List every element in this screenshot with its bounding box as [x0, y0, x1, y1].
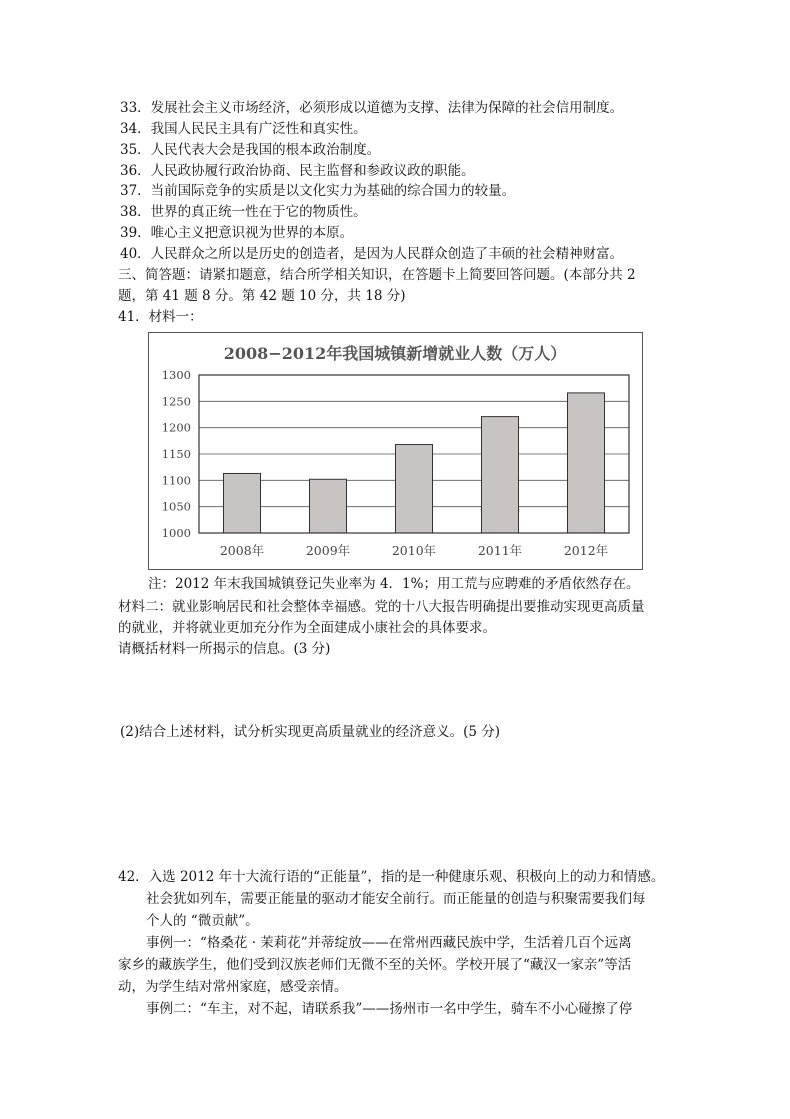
y-tick-label: 1100: [161, 473, 191, 488]
y-tick-label: 1150: [161, 447, 191, 461]
q41-note: 注：2012 年末我国城镇登记失业率为 4．1%；用工荒与应聘难的矛盾依然存在。: [148, 576, 640, 592]
bar-2009年: [310, 479, 347, 533]
section-heading-line2: 题，第 41 题 8 分。第 42 题 10 分，共 18 分): [118, 288, 406, 304]
q42-line1: 42．入选 2012 年十大流行语的“正能量”，指的是一种健康乐观、积极向上的动力和情感。: [118, 869, 665, 885]
chart-title: 2008−2012年我国城镇新增就业人数（万人）: [223, 344, 567, 363]
q42-line6: 动，为学生结对常州家庭，感受亲情。: [118, 979, 348, 995]
y-tick-label: 1250: [161, 394, 191, 409]
q41-material2-line2: 的就业，并将就业更加充分作为全面建成小康社会的具体要求。: [118, 620, 496, 636]
statement-40: 40．人民群众之所以是历史的创造者，是因为人民群众创造了丰硕的社会精神财富。: [120, 246, 624, 262]
q42-line4: 事例一：“格桑花 · 茉莉花”并蒂绽放——在常州西藏民族中学，生活着几百个远离: [146, 935, 632, 951]
x-tick-label: 2008年: [219, 543, 265, 558]
statement-39: 39．唯心主义把意识视为世界的本原。: [120, 225, 354, 241]
x-tick-label: 2009年: [305, 543, 351, 558]
statement-34: 34．我国人民民主具有广泛性和真实性。: [120, 121, 367, 137]
statement-37: 37．当前国际竞争的实质是以文化实力为基础的综合国力的较量。: [120, 183, 516, 199]
employment-bar-chart: [148, 332, 643, 570]
y-tick-label: 1200: [161, 420, 191, 435]
statement-33: 33．发展社会主义市场经济，必须形成以道德为支撑、法律为保障的社会信用制度。: [120, 100, 624, 116]
q42-line3: 个人的 “微贡献”。: [146, 913, 259, 929]
q41-label: 41．材料一：: [118, 309, 203, 325]
bar-2012年: [568, 393, 605, 533]
chart-svg: [149, 333, 642, 569]
bar-2008年: [224, 473, 261, 533]
x-tick-label: 2011年: [477, 543, 523, 558]
statement-36: 36．人民政协履行政治协商、民主监督和参政议政的职能。: [120, 163, 475, 179]
bar-2011年: [482, 417, 519, 533]
bar-2010年: [396, 445, 433, 533]
x-tick-label: 2012年: [563, 543, 609, 558]
q41-subquestion-1: 请概括材料一所揭示的信息。(3 分): [118, 641, 331, 657]
x-tick-label: 2010年: [391, 543, 437, 558]
q41-subquestion-2: (2)结合上述材料，试分析实现更高质量就业的经济意义。(5 分): [120, 724, 501, 740]
q41-material2-line1: 材料二：就业影响居民和社会整体幸福感。党的十八大报告明确提出要推动实现更高质量: [118, 599, 645, 615]
y-tick-label: 1000: [161, 526, 191, 540]
q42-line5: 家乡的藏族学生，他们受到汉族老师们无微不至的关怀。学校开展了“藏汉一家亲”等活: [118, 957, 632, 973]
section-heading-line1: 三、简答题：请紧扣题意，结合所学相关知识，在答题卡上简要回答问题。(本部分共 2: [118, 267, 636, 283]
statement-38: 38．世界的真正统一性在于它的物质性。: [120, 204, 367, 220]
y-tick-label: 1300: [161, 368, 191, 382]
q42-line2: 社会犹如列车，需要正能量的驱动才能安全前行。而正能量的创造与积聚需要我们每: [146, 891, 646, 907]
y-tick-label: 1050: [161, 499, 191, 514]
q42-line7: 事例二：“车主，对不起，请联系我”——扬州市一名中学生，骑车不小心碰擦了停: [146, 1001, 633, 1017]
statement-35: 35．人民代表大会是我国的根本政治制度。: [120, 142, 381, 158]
